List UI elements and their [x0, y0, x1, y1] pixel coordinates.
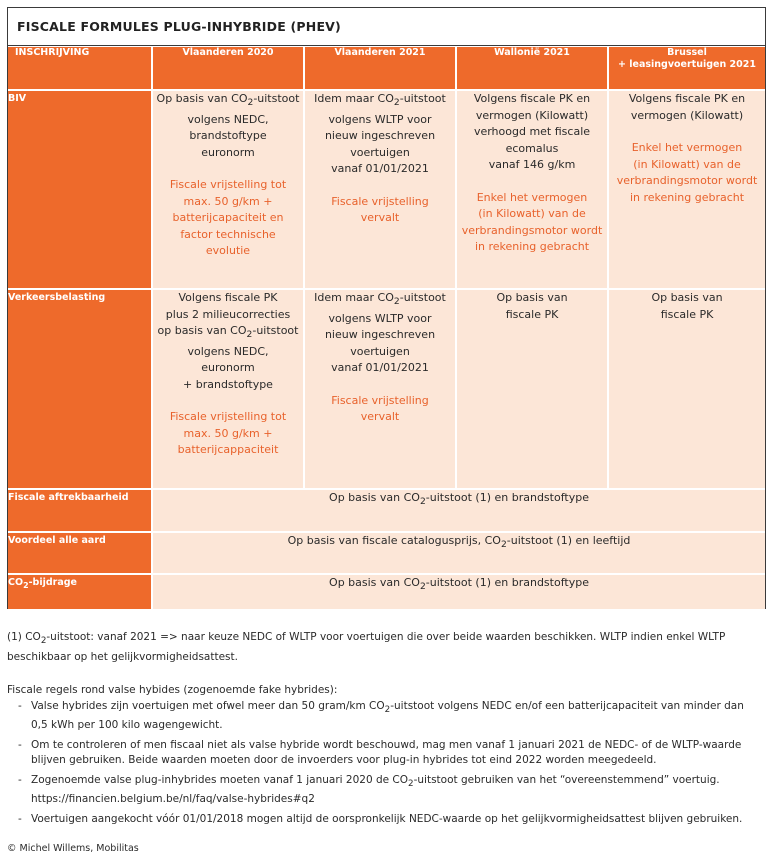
- cell-voordeel-alle-aard: [152, 532, 765, 574]
- row-co2-bijdrage: [8, 574, 765, 609]
- cell-note: (in Kilowatt) van de: [633, 157, 741, 171]
- cell-biv-wallonie-2021: [456, 90, 608, 289]
- row-label-co2-bijdrage: [8, 574, 152, 609]
- dash-bullet: -: [18, 699, 22, 712]
- note-text: -uitstoot gebruiken van het “overeenstemmend” voertuig.: [413, 773, 720, 786]
- note-text: Zogenoemde valse plug-inhybrides moeten vanaf 1 januari 2020 de CO: [31, 773, 409, 786]
- header-wallonie-2021: Wallonië 2021: [456, 47, 608, 90]
- cell-text: vanaf 146 g/km: [488, 158, 576, 171]
- cell-text: volgens NEDC,: [187, 112, 269, 126]
- cell-note: verbrandingsmotor wordt: [461, 223, 603, 237]
- cell-text: volgens NEDC,: [187, 344, 269, 358]
- fake-hybrid-list: [7, 699, 763, 828]
- faq-link[interactable]: https://financien.belgium.be/nl/faq/valse-hybrides#q2: [31, 793, 315, 806]
- cell-text: CO: [8, 577, 24, 588]
- header-brussel-2021: [608, 47, 765, 90]
- cell-note: verbrandingsmotor wordt: [616, 174, 758, 187]
- header-vlaanderen-2020: Vlaanderen 2020: [152, 47, 304, 90]
- cell-note: factor technische: [180, 227, 276, 241]
- cell-verkeer-brussel-2021: [608, 289, 765, 489]
- cell-text: + brandstoftype: [183, 377, 273, 391]
- cell-text: euronorm: [201, 361, 255, 375]
- cell-text: -uitstoot: [253, 92, 300, 105]
- row-label-biv: BIV: [8, 90, 152, 289]
- cell-text: -uitstoot (1) en brandstoftype: [425, 491, 589, 504]
- footnote-1: [7, 630, 763, 665]
- cell-text: fiscale PK: [660, 307, 714, 321]
- cell-note: Fiscale vrijstelling tot: [169, 410, 287, 424]
- cell-text: voertuigen: [350, 344, 410, 358]
- cell-note: max. 50 g/km +: [183, 194, 273, 208]
- fake-hybrid-intro: Fiscale regels rond valse hybides (zogenoemde fake hybrides):: [7, 684, 338, 697]
- cell-note: Fiscale vrijstelling tot: [169, 178, 287, 192]
- note-text: Voertuigen aangekocht vóór 01/01/2018 mogen altijd de oorspronkelijk NEDC-waarde op het gelijkvormigheidsattest blijven gebruiken.: [31, 812, 743, 825]
- note-text: (1) CO: [7, 631, 41, 643]
- header-vlaanderen-2021: Vlaanderen 2021: [304, 47, 456, 90]
- subscript: 2: [23, 580, 29, 590]
- cell-text: vanaf 01/01/2021: [331, 361, 429, 375]
- cell-note: vervalt: [360, 410, 400, 424]
- header-inschrijving: INSCHRIJVING: [8, 47, 152, 90]
- cell-text: Volgens fiscale PK: [178, 291, 278, 304]
- cell-note: max. 50 g/km +: [183, 426, 273, 440]
- subscript: 2: [247, 97, 254, 109]
- row-label-voordeel-alle-aard: Voordeel alle aard: [8, 532, 152, 574]
- note-text: Om te controleren of men fiscaal niet als valse hybride wordt beschouwd, mag men vanaf 1 januari 2021 de NEDC- of de WLTP-waarde blijven gebruiken. Beide waarden moeten door de invoerders voor plug-in hybrides tot eind 2022 worden meegedeeld.: [31, 738, 742, 767]
- row-label-verkeersbelasting: Verkeersbelasting: [8, 289, 152, 489]
- cell-text: op basis van CO: [157, 324, 247, 337]
- cell-note: Enkel het vermogen: [631, 141, 743, 154]
- row-label-aftrekbaarheid: Fiscale aftrekbaarheid: [8, 489, 152, 532]
- cell-verkeer-wallonie-2021: [456, 289, 608, 489]
- cell-text: fiscale PK: [505, 307, 559, 321]
- row-voordeel-alle-aard: [8, 532, 765, 574]
- cell-text: Op basis van fiscale catalogusprijs, CO: [287, 534, 501, 547]
- list-item: [7, 699, 763, 734]
- cell-note: evolutie: [205, 244, 251, 258]
- cell-text: volgens WLTP voor: [328, 311, 432, 325]
- cell-text: Op basis van CO: [329, 576, 420, 589]
- cell-text: nieuw ingeschreven: [324, 328, 436, 342]
- header-brussel-line1: Brussel: [667, 47, 707, 58]
- subscript: 2: [393, 97, 400, 109]
- cell-note: Fiscale vrijstelling: [331, 393, 429, 407]
- cell-text: plus 2 milieucorrecties: [165, 307, 291, 321]
- cell-note: Enkel het vermogen: [476, 190, 588, 204]
- footnotes: [7, 630, 763, 857]
- cell-text: Volgens fiscale PK en: [473, 92, 591, 105]
- cell-text: voertuigen: [350, 145, 410, 159]
- cell-text: -uitstoot: [399, 92, 446, 105]
- row-biv: [8, 90, 765, 289]
- cell-text: euronorm: [201, 145, 255, 159]
- cell-note: batterijcappaciteit: [177, 443, 279, 457]
- header-row: [8, 47, 765, 90]
- table-title: FISCALE FORMULES PLUG-INHYBRIDE (PHEV): [8, 8, 765, 46]
- cell-text: Volgens fiscale PK en: [628, 92, 746, 105]
- copyright: © Michel Willems, Mobilitas: [7, 843, 139, 855]
- cell-note: batterijcapaciteit en: [172, 211, 284, 225]
- cell-note: in rekening gebracht: [629, 190, 745, 204]
- cell-text: -uitstoot: [399, 291, 446, 304]
- cell-text: Idem maar CO: [314, 92, 394, 105]
- subscript: 2: [408, 778, 414, 789]
- subscript: 2: [393, 296, 400, 308]
- cell-co2-bijdrage: [152, 574, 765, 609]
- cell-verkeer-vlaanderen-2020: [152, 289, 304, 489]
- cell-text: -bijdrage: [28, 577, 77, 588]
- cell-text: volgens WLTP voor: [328, 112, 432, 126]
- cell-note: vervalt: [360, 211, 400, 225]
- cell-text: Idem maar CO: [314, 291, 394, 304]
- cell-note: (in Kilowatt) van de: [478, 207, 586, 220]
- row-verkeersbelasting: [8, 289, 765, 489]
- cell-text: -uitstoot: [252, 324, 299, 337]
- cell-note: Fiscale vrijstelling: [331, 194, 429, 208]
- cell-text: Op basis van CO: [156, 92, 248, 105]
- cell-text: Op basis van CO: [329, 491, 420, 504]
- cell-text: nieuw ingeschreven: [324, 129, 436, 143]
- row-fiscale-aftrekbaarheid: [8, 489, 765, 532]
- dash-bullet: -: [18, 738, 22, 751]
- subscript: 2: [40, 636, 47, 647]
- cell-biv-brussel-2021: [608, 90, 765, 289]
- list-item: [7, 812, 763, 828]
- subscript: 2: [384, 704, 391, 715]
- cell-verkeer-vlaanderen-2021: [304, 289, 456, 489]
- cell-aftrekbaarheid: [152, 489, 765, 532]
- cell-biv-vlaanderen-2020: [152, 90, 304, 289]
- cell-text: -uitstoot (1) en brandstoftype: [425, 576, 589, 589]
- cell-text: vermogen (Kilowatt): [475, 108, 589, 122]
- cell-note: in rekening gebracht: [474, 240, 590, 253]
- subscript: 2: [246, 329, 253, 341]
- fiscal-formulas-table: [8, 47, 765, 609]
- cell-text: Op basis van: [651, 291, 723, 304]
- note-text: -uitstoot: vanaf 2021 => naar keuze NEDC of WLTP voor voertuigen die over beide waarden beschikken. WLTP indien enkel WLTP beschikbaar op het gelijkvormigheidsattest.: [7, 631, 726, 663]
- header-brussel-line2: + leasingvoertuigen 2021: [617, 59, 756, 70]
- cell-text: -uitstoot (1) en leeftijd: [506, 534, 631, 547]
- list-item: [7, 773, 763, 808]
- cell-text: ecomalus: [505, 141, 559, 155]
- subscript: 2: [500, 539, 507, 551]
- note-text: Valse hybrides zijn voertuigen met ofwel meer dan 50 gram/km CO: [31, 699, 385, 712]
- cell-text: vermogen (Kilowatt): [630, 108, 744, 122]
- cell-text: brandstoftype: [189, 129, 267, 143]
- table-frame: [7, 7, 766, 609]
- cell-text: verhoogd met fiscale: [473, 125, 591, 138]
- dash-bullet: -: [18, 812, 22, 825]
- cell-text: Op basis van: [496, 291, 568, 304]
- subscript: 2: [419, 581, 426, 593]
- list-item: [7, 738, 763, 769]
- subscript: 2: [419, 496, 426, 508]
- dash-bullet: -: [18, 773, 22, 786]
- cell-biv-vlaanderen-2021: [304, 90, 456, 289]
- cell-text: vanaf 01/01/2021: [331, 162, 429, 176]
- note-text: -uitstoot volgens NEDC en/of een batterijcapaciteit van minder dan 0,5 kWh per 100 kilo wagengewicht.: [31, 699, 744, 732]
